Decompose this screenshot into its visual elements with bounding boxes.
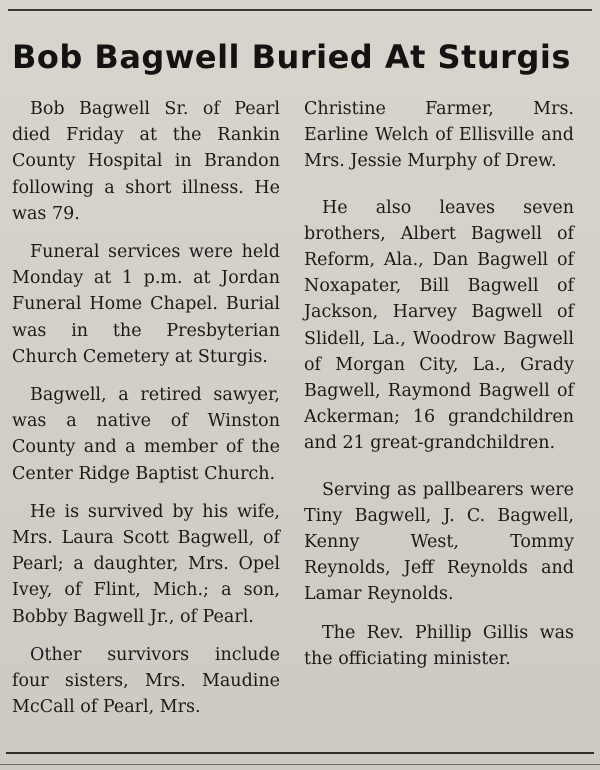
right-column (304, 96, 574, 684)
headline: Bob Bagwell Buried At Sturgis (12, 38, 571, 76)
paragraph-pallbearers: Serving as pallbearers were Tiny Bagwell, J. C. Bagwell, Kenny West, Tommy Reynolds, Jeff Reynolds and Lamar Reynolds. (304, 479, 574, 605)
paragraph-survivors-family: He is survived by his wife, Mrs. Laura Scott Bagwell, of Pearl; a daughter, Mrs. Opel Ivey, of Flint, Mich.; a son, Bobby Bagwell Jr., of Pearl. (12, 501, 280, 627)
paragraph-brothers: He also leaves seven brothers, Albert Bagwell of Reform, Ala., Dan Bagwell of Noxapater, Bill Bagwell of Jackson, Harvey Bagwell of Slidell, La., Woodrow Bagwell of Morgan City, La., Grady Bagwell, Raymond Bagwell of Ackerman; 16 grandchildren and 21 great-grandchildren. (304, 197, 574, 454)
bottom-rule (6, 752, 594, 754)
top-rule (8, 9, 592, 11)
paragraph-other-survivors: Other survivors include four sisters, Mrs. Maudine McCall of Pearl, Mrs. (12, 644, 280, 718)
paragraph-sisters-continued: Christine Farmer, Mrs. Earline Welch of Ellisville and Mrs. Jessie Murphy of Drew. (304, 99, 574, 172)
paragraph-background: Bagwell, a retired sawyer, was a native of Winston County and a member of the Center Ridge Baptist Church. (12, 385, 280, 484)
bottom-rule-thin (0, 764, 600, 765)
paragraph-death-notice: Bob Bagwell Sr. of Pearl died Friday at the Rankin County Hospital in Brandon following a short illness. He was 79. (12, 99, 280, 224)
left-column (12, 96, 280, 732)
paragraph-funeral-services: Funeral services were held Monday at 1 p.m. at Jordan Funeral Home Chapel. Burial was in the Presbyterian Church Cemetery at Sturgis. (12, 242, 280, 367)
paragraph-officiating-minister: The Rev. Phillip Gillis was the officiating minister. (304, 622, 574, 669)
